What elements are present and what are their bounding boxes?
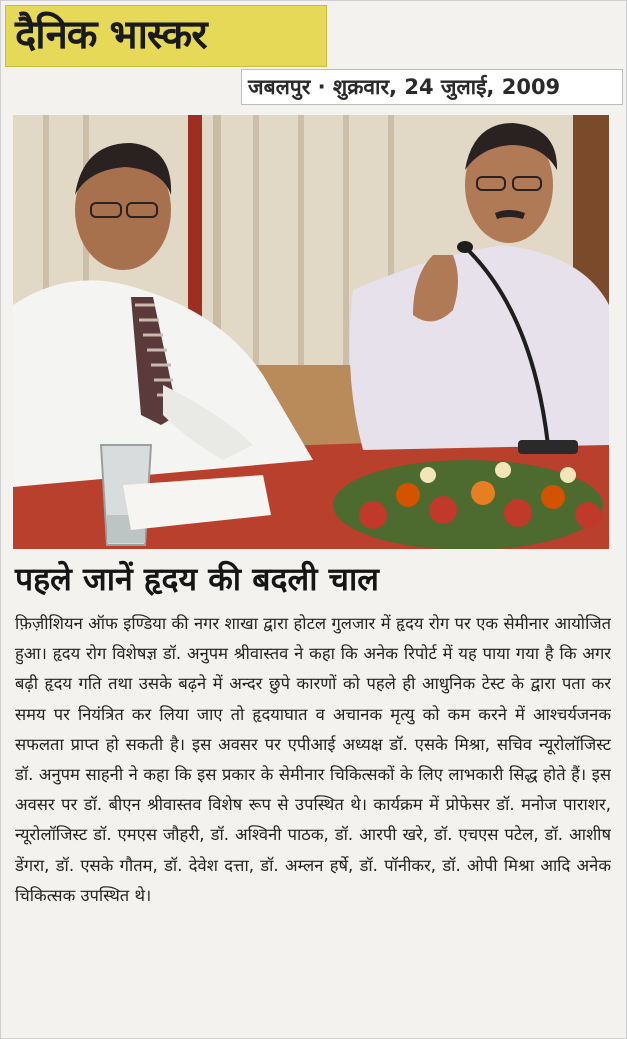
flower-bouquet xyxy=(333,460,603,549)
dateline xyxy=(241,69,623,105)
masthead-title: दैनिक भास्कर xyxy=(15,12,207,58)
article-body: फ़िज़ीशियन ऑफ इण्डिया की नगर शाखा द्वारा होटल गुलजार में हृदय रोग पर एक सेमीनार आयोजित हुआ। हृदय रोग विशेषज्ञ डॉ. अनुपम श्रीवास्तव ने कहा कि अनेक रिपोर्ट में यह पाया गया है कि अगर बढ़ी हृदय गति तथा उसके बढ़ने में अन्दर छुपे कारणों को पहले ही आधुनिक टेस्ट के द्वारा पता कर समय पर नियंत्रित कर लिया जाए तो हृदयाघात व अचानक मृत्यु को कम करने में आश्चर्यजनक सफलता प्राप्त हो सकती है। इस अवसर पर एपीआई अध्यक्ष डॉ. एसके मिश्रा, सचिव न्यूरोलॉजिस्ट डॉ. अनुपम साहनी ने कहा कि इस प्रकार के सेमीनार चिकित्सकों के लिए लाभकारी सिद्ध होते हैं। इस अवसर पर डॉ. बीएन श्रीवास्तव विशेष रूप से उपस्थित थे। कार्यक्रम में प्रोफेसर डॉ. मनोज पाराशर, न्यूरोलॉजिस्ट डॉ. एमएस जौहरी, डॉ. अश्विनी पाठक, डॉ. आरपी खरे, डॉ. एचएस पटेल, डॉ. आशीष डेंगरा, डॉ. एसके गौतम, डॉ. देवेश दत्ता, डॉ. अम्लन हर्षे, डॉ. पॉनीकर, डॉ. ओपी मिश्रा आदि अनेक चिकित्सक उपस्थित थे। xyxy=(15,614,611,905)
dateline-text: जबलपुर · शुक्रवार, 24 जुलाई, 2009 xyxy=(248,75,561,99)
article-headline: पहले जानें हृदय की बदली चाल xyxy=(15,560,379,598)
news-photo xyxy=(13,115,609,549)
masthead xyxy=(5,5,327,67)
news-photo-image xyxy=(13,115,609,549)
